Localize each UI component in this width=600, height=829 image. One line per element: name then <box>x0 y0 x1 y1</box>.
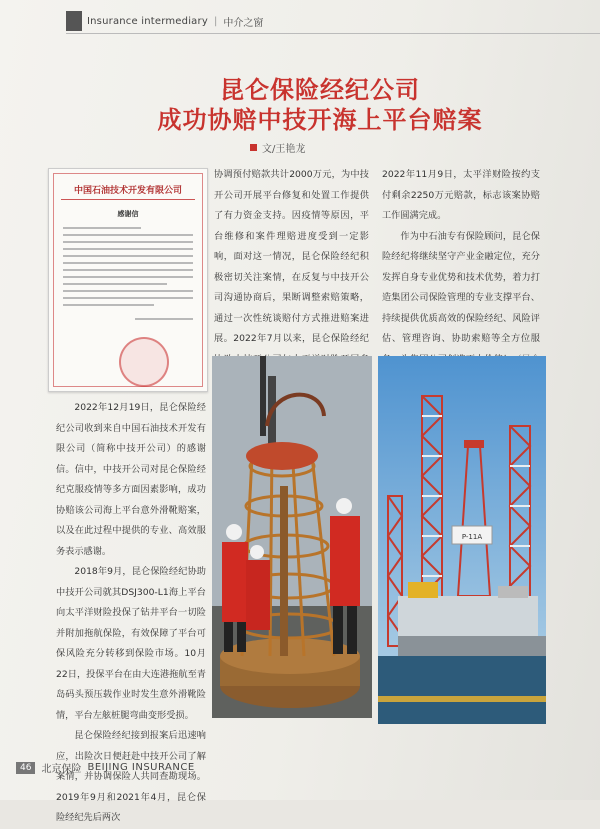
photo-workers-on-platform <box>212 356 372 718</box>
paragraph: 2022年11月9日，太平洋财险按约支付剩余2250万元赔款，标志该案协赔工作圆满完成。 <box>382 169 540 221</box>
photo-workers-illustration <box>212 356 372 718</box>
page-footer <box>16 760 195 775</box>
photo-offshore-platform <box>378 356 546 724</box>
header-divider <box>66 33 600 34</box>
paragraph: 2018年9月，昆仑保险经纪协助中技开公司就其DSJ300-L1海上平台向太平洋财险投保了钻井平台一切险并附加拖航保险，有效保障了平台可保风险充分转移到保险市场。10月22日，投保平台在由大连港拖航至青岛码头预压载作业时发生意外滑靴险情，平台左舷桩腿弯曲变形受损。 <box>56 566 206 721</box>
letter-head-rule <box>61 199 195 200</box>
company-seal-stamp <box>119 337 169 387</box>
photo-rig-illustration <box>378 356 546 724</box>
header-marker-block <box>66 11 82 31</box>
thank-you-letter-image <box>48 168 208 392</box>
letter-letterhead: 中国石油技术开发有限公司 <box>73 186 182 196</box>
byline-text: 文/王艳龙 <box>262 144 306 155</box>
section-category-en: Insurance intermediary <box>87 15 208 27</box>
section-separator: | <box>213 15 218 27</box>
publication-name-en: BEIJING INSURANCE <box>87 762 195 773</box>
paragraph: 协调预付赔款共计2000万元，为中技开公司开展平台修复和处置工作提供了有力资金支持。因疫情等原因，平台维修和案件理赔进度受到一定影响，面对这一情况，昆仑保险经纪积极密切关注案情，在反复与中技开公司沟通协商后，果断调整索赔策略，通过一次性统谈赔付方式推进赔案进展。2022年7月以来，昆仑保险经纪 <box>214 169 369 344</box>
article-byline <box>250 140 305 155</box>
byline-marker-icon <box>250 144 257 151</box>
section-header <box>66 10 263 32</box>
paragraph: 昆仑保险经纪接到报案后迅速响应，出险次日便赶赴中技开公司了解案情，并协调保险人共同查勘现场。2019年9月和2021年4月，昆仑保险经纪先后两次 <box>56 730 206 823</box>
section-category-cn: 中介之窗 <box>223 17 264 29</box>
page-number: 46 <box>16 762 35 774</box>
letter-body-text <box>63 227 193 325</box>
article-title-line2: 成功协赔中技开海上平台赔案 <box>157 106 483 134</box>
platform-leg-label: P-11A <box>461 533 483 541</box>
closing-paragraph-text: 作为中石油专有保险顾问，昆仑保险经纪将继续坚守产业金融定位，充分发挥自身专业优势和技术优势，着力打造集团公司保险管理的专业支撑平台、持续提供优质高效的保险经纪、风险评估、管理咨询、协助索赔等全方位服 <box>382 230 540 344</box>
paragraph: 2022年12月19日，昆仑保险经纪公司收到来自中国石油技术开发有限公司（简称中技开公司）的感谢信。信中，中技开公司对昆仑保险经纪克服疫情等多方面因素影响，成功协赔该公司海上平台意外滑靴赔案，以及在此过程中提供的专业、高效服务表示感谢。 <box>56 402 206 557</box>
letter-subject: 感谢信 <box>117 210 139 218</box>
article-title-line1: 昆仑保险经纪公司 <box>220 76 420 104</box>
publication-name-cn: 北京保险 <box>41 764 82 775</box>
